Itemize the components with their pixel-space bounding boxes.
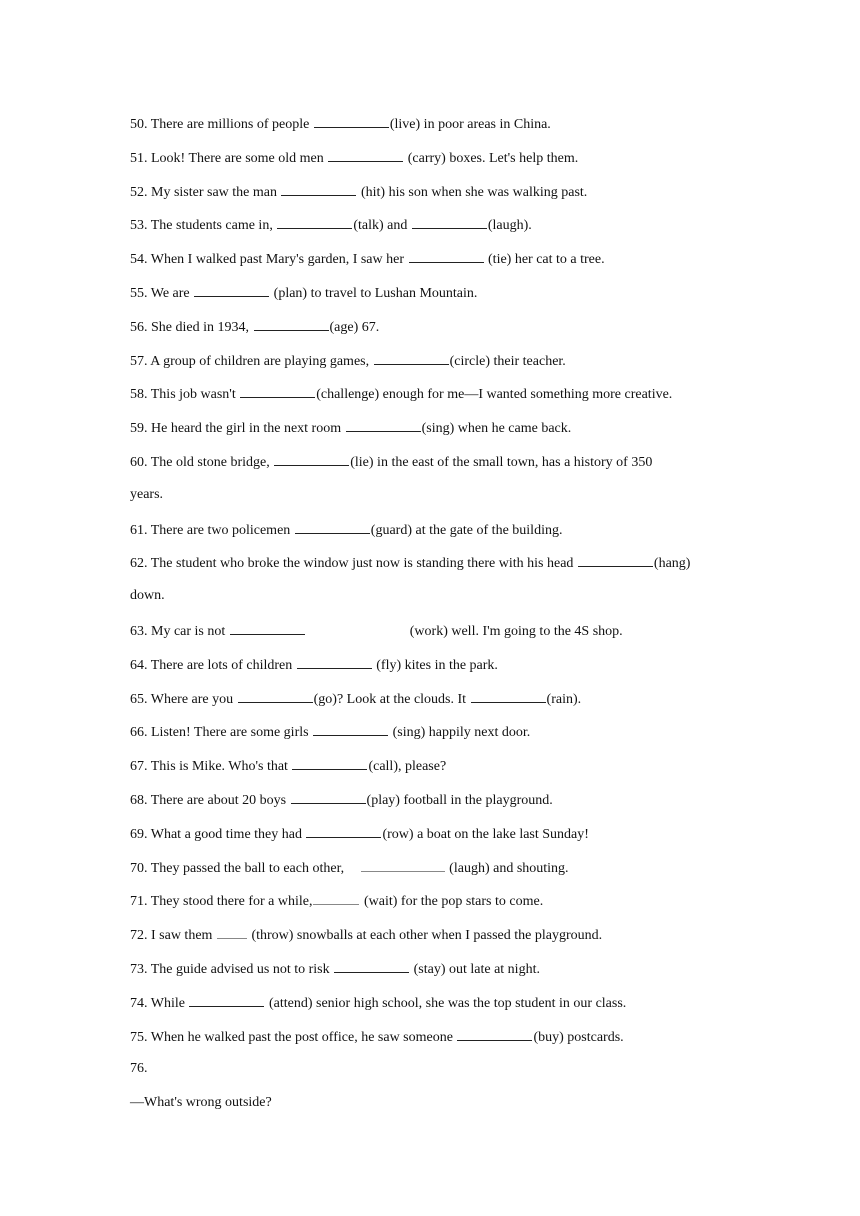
question-number: 65. xyxy=(130,691,148,707)
question-line xyxy=(130,452,652,470)
question-text: We are xyxy=(147,286,194,301)
question-number: 50. xyxy=(130,117,148,132)
answer-blank[interactable] xyxy=(457,1027,532,1041)
question-line xyxy=(130,959,540,977)
question-number: 55. xyxy=(130,286,148,301)
question-line xyxy=(130,891,543,909)
answer-blank[interactable] xyxy=(412,215,487,229)
question-number: 69. xyxy=(130,826,148,842)
question-text: They stood there for a while, xyxy=(147,894,313,910)
question-text: They passed the ball to each other, xyxy=(147,860,348,876)
question-line xyxy=(130,351,566,369)
question-text: A group of children are playing games, xyxy=(147,353,373,369)
question-text: I saw them xyxy=(147,928,216,944)
question-text: There are millions of people xyxy=(147,117,313,132)
question-line xyxy=(130,553,690,571)
answer-blank[interactable] xyxy=(306,824,381,838)
question-text: (stay) out late at night. xyxy=(410,962,540,977)
question-text: There are two policemen xyxy=(147,522,294,538)
question-number: 76. xyxy=(130,1061,148,1077)
question-text: (laugh). xyxy=(487,218,532,234)
continuation-line xyxy=(130,486,163,504)
question-number: 53. xyxy=(130,218,148,234)
question-text: (work) well. I'm going to the 4S shop. xyxy=(409,624,623,639)
answer-blank[interactable] xyxy=(291,790,366,804)
question-text: (rain). xyxy=(546,691,582,707)
question-text: Look! There are some old men xyxy=(147,150,328,166)
question-text: My car is not xyxy=(147,624,229,639)
question-text: (carry) boxes. Let's help them. xyxy=(404,150,579,166)
answer-blank[interactable] xyxy=(281,182,356,196)
answer-blank[interactable] xyxy=(240,384,315,398)
question-line xyxy=(130,1027,624,1045)
question-text: (guard) at the gate of the building. xyxy=(370,522,563,538)
answer-blank[interactable] xyxy=(334,959,409,973)
answer-blank[interactable] xyxy=(295,520,370,534)
question-number: 71. xyxy=(130,894,148,910)
question-line xyxy=(130,148,578,166)
question-text: There are lots of children xyxy=(147,657,296,673)
question-number: 70. xyxy=(130,860,148,876)
question-text: The student who broke the window just now is standing there with his head xyxy=(147,556,577,572)
question-text: (tie) her cat to a tree. xyxy=(484,252,605,268)
question-line xyxy=(130,655,498,673)
answer-blank[interactable] xyxy=(471,689,546,703)
question-line xyxy=(130,317,379,335)
answer-blank[interactable] xyxy=(277,215,352,229)
question-number: 52. xyxy=(130,184,148,200)
question-text: (row) a boat on the lake last Sunday! xyxy=(382,826,589,842)
question-line xyxy=(130,824,589,842)
answer-blank[interactable] xyxy=(274,452,349,466)
question-text: years. xyxy=(130,486,164,502)
answer-blank[interactable] xyxy=(313,891,359,905)
question-text: (plan) to travel to Lushan Mountain. xyxy=(270,286,478,301)
answer-blank[interactable] xyxy=(238,689,313,703)
answer-blank[interactable] xyxy=(194,283,269,297)
answer-blank[interactable] xyxy=(314,114,389,128)
question-text: (throw) snowballs at each other when I passed the playground. xyxy=(247,928,603,944)
answer-blank[interactable] xyxy=(374,351,449,365)
question-text: (talk) and xyxy=(353,218,411,234)
question-number: 66. xyxy=(130,725,148,741)
answer-blank[interactable] xyxy=(409,249,484,263)
question-number: 72. xyxy=(130,928,148,944)
question-text: While xyxy=(147,995,189,1011)
answer-blank[interactable] xyxy=(346,418,421,432)
question-text: She died in 1934, xyxy=(147,319,253,335)
question-text: (sing) when he came back. xyxy=(421,421,572,437)
question-text: He heard the girl in the next room xyxy=(147,421,345,437)
question-number: 57. xyxy=(130,353,148,369)
question-text: (laugh) and shouting. xyxy=(445,860,569,876)
question-line xyxy=(130,858,569,876)
question-number: 59. xyxy=(130,421,148,437)
question-text: (hit) his son when she was walking past. xyxy=(357,184,588,200)
question-text: When he walked past the post office, he saw someone xyxy=(147,1029,457,1045)
question-line xyxy=(130,418,571,436)
question-line xyxy=(130,182,587,200)
question-text: (fly) kites in the park. xyxy=(372,657,498,673)
question-number: 54. xyxy=(130,252,148,268)
question-number: 61. xyxy=(130,522,148,538)
question-line xyxy=(130,756,446,774)
question-line xyxy=(130,993,626,1011)
question-line xyxy=(130,384,672,402)
question-line xyxy=(130,689,581,707)
answer-blank[interactable] xyxy=(230,621,305,635)
question-text: (circle) their teacher. xyxy=(449,353,566,369)
question-number: 67. xyxy=(130,759,148,775)
question-line xyxy=(130,215,532,233)
answer-blank[interactable] xyxy=(328,148,403,162)
question-text: When I walked past Mary's garden, I saw her xyxy=(147,252,408,268)
question-text: (age) 67. xyxy=(329,319,380,335)
question-text: The old stone bridge, xyxy=(147,455,274,470)
question-number: 74. xyxy=(130,995,148,1011)
question-text: The students came in, xyxy=(147,218,277,234)
answer-blank[interactable] xyxy=(313,722,388,736)
question-text: Where are you xyxy=(147,691,237,707)
question-text: The guide advised us not to risk xyxy=(147,962,334,977)
question-line xyxy=(130,925,602,943)
answer-blank[interactable] xyxy=(361,858,445,872)
question-line xyxy=(130,520,562,538)
question-number: 51. xyxy=(130,150,148,166)
question-text: This is Mike. Who's that xyxy=(147,759,292,775)
question-text: (go)? Look at the clouds. It xyxy=(313,691,470,707)
question-number: 75. xyxy=(130,1029,148,1045)
answer-blank[interactable] xyxy=(189,993,264,1007)
answer-blank[interactable] xyxy=(578,553,653,567)
question-number: 63. xyxy=(130,624,148,639)
answer-blank[interactable] xyxy=(297,655,372,669)
question-text: There are about 20 boys xyxy=(147,793,290,808)
answer-blank[interactable] xyxy=(217,925,247,939)
question-line xyxy=(130,790,553,808)
continuation-line xyxy=(130,587,165,605)
question-line xyxy=(130,283,477,301)
question-text: This job wasn't xyxy=(147,387,240,403)
question-number: 56. xyxy=(130,319,148,335)
answer-blank[interactable] xyxy=(292,756,367,770)
question-text: (call), please? xyxy=(368,759,447,775)
answer-blank[interactable] xyxy=(254,317,329,331)
question-text: (buy) postcards. xyxy=(533,1029,624,1045)
question-number: 68. xyxy=(130,793,148,808)
question-text: My sister saw the man xyxy=(147,184,281,200)
question-line xyxy=(130,1060,148,1078)
question-text: —What's wrong outside? xyxy=(130,1095,272,1111)
question-text: (live) in poor areas in China. xyxy=(389,117,551,132)
question-number: 60. xyxy=(130,455,148,470)
question-text: (play) football in the playground. xyxy=(366,793,553,808)
question-text: down. xyxy=(130,588,165,604)
question-text: (sing) happily next door. xyxy=(389,725,531,741)
question-number: 64. xyxy=(130,657,148,673)
question-text: Listen! There are some girls xyxy=(147,725,313,741)
question-text: What a good time they had xyxy=(147,826,306,842)
question-number: 58. xyxy=(130,387,148,403)
question-line xyxy=(130,249,605,267)
question-text: (lie) in the east of the small town, has a history of 350 xyxy=(350,455,653,470)
question-number: 73. xyxy=(130,962,148,977)
continuation-line xyxy=(130,1094,272,1112)
question-number: 62. xyxy=(130,556,148,572)
question-line xyxy=(130,722,530,740)
question-line xyxy=(130,114,551,132)
question-text: (hang) xyxy=(653,556,691,572)
question-text: (attend) senior high school, she was the top student in our class. xyxy=(265,995,627,1011)
question-line xyxy=(130,621,623,639)
question-text: (challenge) enough for me—I wanted something more creative. xyxy=(316,387,673,403)
question-text: (wait) for the pop stars to come. xyxy=(360,894,544,910)
